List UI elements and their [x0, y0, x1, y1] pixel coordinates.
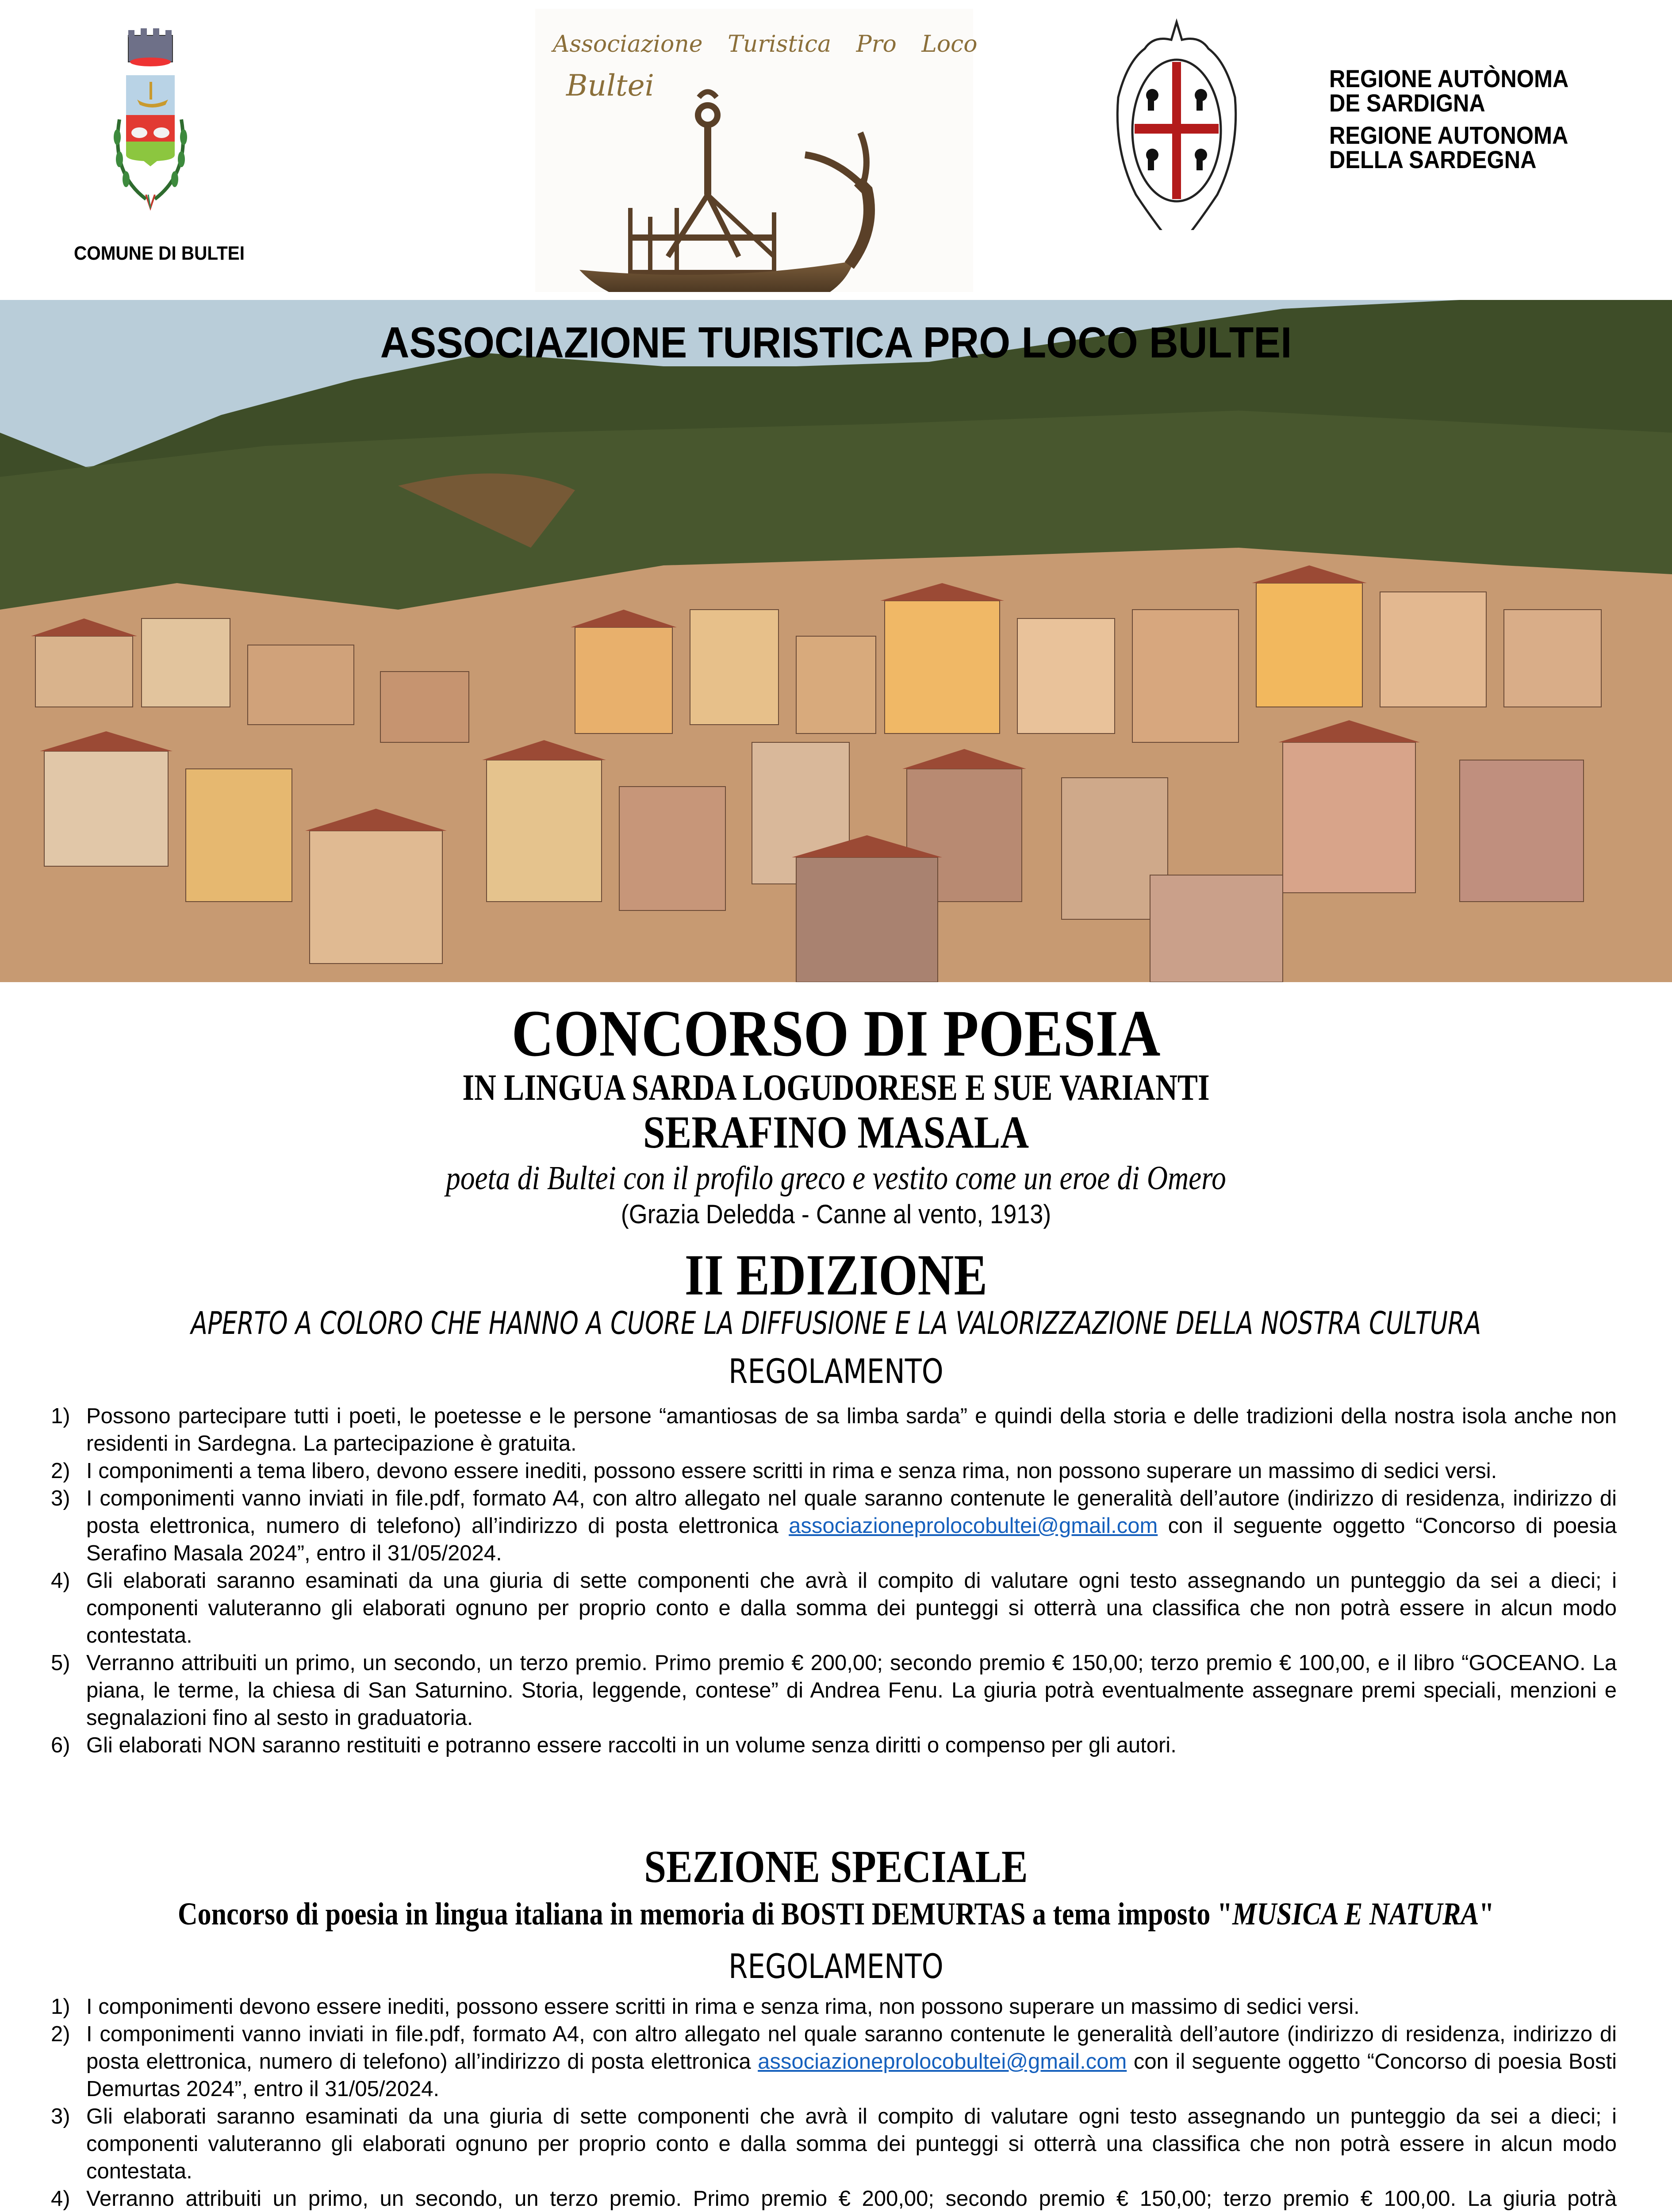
rules-heading: REGOLAMENTO [729, 1352, 943, 1391]
sardinia-four-moors-coat-of-arms-icon [1110, 18, 1243, 230]
rule-number: 1) [51, 1404, 70, 1428]
contest-title: CONCORSO DI POESIA [511, 997, 1161, 1070]
proloco-logo-line2: Bultei [566, 69, 654, 103]
poet-quote: poeta di Bultei con il profilo greco e vestito come un eroe di Omero [446, 1160, 1226, 1197]
nuragic-bronze-boat-icon [535, 9, 978, 292]
region-name-line: REGIONE AUTÒNOMA [1329, 65, 1569, 92]
proloco-logo-line1: Associazione Turistica Pro Loco [553, 31, 978, 58]
poet-name: SERAFINO MASALA [643, 1107, 1029, 1158]
rule-item [51, 1402, 1617, 1457]
rule-text: I componimenti vanno inviati in file.pdf, formato A4, con altro allegato nel quale saranno contenute le generalità dell’autore (indirizzo di residenza, indirizzo di posta elettronica, numero di telefono) all’indirizzo di posta elettronica [86, 2022, 1617, 2074]
rule-item [51, 1993, 1617, 2020]
special-section-subtitle [117, 1896, 1555, 1932]
rule-text: Verranno attribuiti un primo, un secondo, un terzo premio. Primo premio € 200,00; secondo premio € 150,00; terzo premio € 100,00, e il libro “GOCEANO. La piana, le terme, la chiesa di San Saturnino. Storia, leggende, contese” di Andrea Fenu. La giuria potrà eventualmente assegnare premi speciali, menzioni e segnalazioni fino al sesto in graduatoria. [86, 1651, 1617, 1730]
rule-text: con il seguente oggetto “Concorso di poesia Bosti Demurtas 2024”, entro il 31/05/2024. [86, 2050, 1617, 2101]
rule-number: 1) [51, 1995, 70, 2019]
proloco-logo [535, 9, 978, 292]
rule-text: I componimenti devono essere inediti, possono essere scritti in rima e senza rima, non possono superare un massimo di sedici versi. [86, 1995, 1360, 2019]
region-name [1329, 66, 1639, 172]
special-section-title: SEZIONE SPECIALE [644, 1841, 1028, 1892]
rule-text: I componimenti a tema libero, devono essere inediti, possono essere scritti in rima e senza rima, non possono superare un massimo di sedici versi. [86, 1459, 1497, 1483]
village-panorama-illustration [0, 300, 1672, 982]
rule-item [51, 1485, 1617, 1567]
rule-number: 2) [51, 2022, 70, 2046]
special-subtitle-quote: " [1479, 1896, 1495, 1932]
rule-number: 4) [51, 2187, 70, 2211]
rule-number: 4) [51, 1569, 70, 1593]
village-panorama-photo [0, 300, 1672, 982]
contest-rules-list [51, 1402, 1617, 1759]
rule-text: Verranno attribuiti un primo, un secondo, un terzo premio. Primo premio € 200,00; secondo premio € 150,00; terzo premio € 100,00. La giuria potrà [86, 2187, 1617, 2211]
photo-title: ASSOCIAZIONE TURISTICA PRO LOCO BULTEI [380, 318, 1292, 367]
rule-text: I componimenti vanno inviati in file.pdf, formato A4, con altro allegato nel quale saranno contenute le generalità dell’autore (indirizzo di residenza, indirizzo di posta elettronica, numero di telefono) all’indirizzo di posta elettronica [86, 1486, 1617, 1538]
rule-text: Gli elaborati NON saranno restituiti e potranno essere raccolti in un volume senza diritti o compenso per gli autori. [86, 1733, 1177, 1757]
special-rules-list [51, 1993, 1617, 2212]
email-link[interactable]: associazioneprolocobultei@gmail.com [789, 1514, 1158, 1538]
rule-item [51, 2185, 1617, 2212]
rule-text: con il seguente oggetto “Concorso di poesia Serafino Masala 2024”, entro il 31/05/2024. [86, 1514, 1617, 1565]
rule-number: 3) [51, 1486, 70, 1510]
rule-number: 6) [51, 1733, 70, 1757]
rule-text: Gli elaborati saranno esaminati da una giuria di sette componenti che avrà il compito di valutare ogni testo assegnando un punteggio da sei a dieci; i componenti valuteranno gli elaborati ognuno per proprio conto e dalla somma dei punteggi si otterrà una classifica che non potrà essere in alcun modo contestata. [86, 2104, 1617, 2183]
special-theme: MUSICA E NATURA [1232, 1896, 1479, 1932]
comune-label: COMUNE DI BULTEI [73, 242, 245, 264]
rule-item [51, 2103, 1617, 2185]
rule-text: Gli elaborati saranno esaminati da una giuria di sette componenti che avrà il compito di valutare ogni testo assegnando un punteggio da sei a dieci; i componenti valuteranno gli elaborati ognuno per proprio conto e dalla somma dei punteggi si otterrà una classifica che non potrà essere in alcun modo contestata. [86, 1569, 1617, 1647]
rule-item [51, 1649, 1617, 1732]
region-name-line: DELLA SARDEGNA [1329, 146, 1537, 173]
header [0, 0, 1672, 300]
rule-number: 5) [51, 1651, 70, 1675]
contest-subtitle: IN LINGUA SARDA LOGUDORESE E SUE VARIANTI [462, 1067, 1210, 1108]
rule-item [51, 1567, 1617, 1649]
email-link[interactable]: associazioneprolocobultei@gmail.com [758, 2050, 1127, 2074]
edition-title: II EDIZIONE [684, 1242, 988, 1307]
special-rules-heading: REGOLAMENTO [729, 1947, 943, 1986]
rule-number: 3) [51, 2104, 70, 2128]
rule-text: Possono partecipare tutti i poeti, le poetesse e le persone “amantiosas de sa limba sarda” e quindi della storia e delle tradizioni della nostra isola anche non residenti in Sardegna. La partecipazione è gratuita. [86, 1404, 1617, 1455]
quote-source: (Grazia Deledda - Canne al vento, 1913) [621, 1199, 1051, 1229]
region-name-line: REGIONE AUTONOMA [1329, 121, 1568, 149]
region-name-line: DE SARDIGNA [1329, 89, 1485, 117]
rule-number: 2) [51, 1459, 70, 1483]
rule-item [51, 2020, 1617, 2103]
rule-item [51, 1457, 1617, 1485]
comune-coat-of-arms-icon [75, 18, 226, 230]
special-subtitle-text: Concorso di poesia in lingua italiana in memoria di BOSTI DEMURTAS a tema imposto " [177, 1896, 1233, 1932]
rule-item [51, 1732, 1617, 1759]
open-to-statement: APERTO A COLORO CHE HANNO A CUORE LA DIFFUSIONE E LA VALORIZZAZIONE DELLA NOSTRA CULTURA [191, 1305, 1481, 1341]
